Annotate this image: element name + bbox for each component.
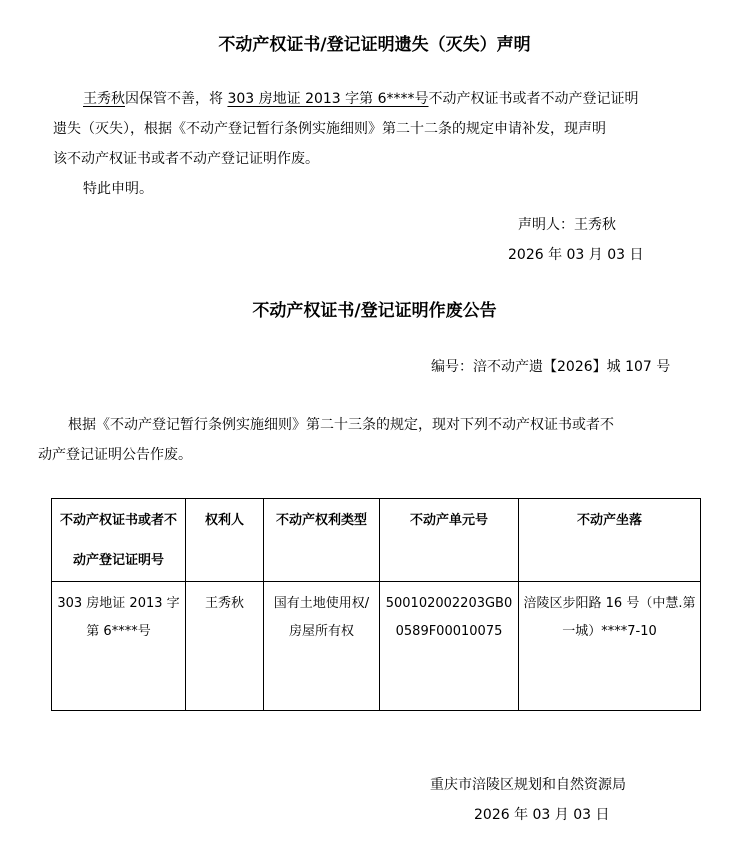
announcement-number: 编号：涪不动产遗【2026】城 107 号 [431,359,671,375]
notice-body-line-2: 遗失（灭失），根据《不动产登记暂行条例实施细则》第二十二条的规定申请补发，现声明 [53,121,606,137]
declarant-name: 王秀秋 [83,91,125,107]
column-header: 不动产坐落 [519,499,701,582]
column-header: 权利人 [186,499,264,582]
notice-declarant: 声明人：王秀秋 [518,217,616,233]
table-cell: 303 房地证 2013 字第 6****号 [52,582,186,711]
announcement-date: 2026 年 03 月 03 日 [474,807,610,823]
notice-date: 2026 年 03 月 03 日 [508,247,644,263]
void-certificate-table [51,498,701,711]
notice-body-text: 不动产权证书或者不动产登记证明 [428,91,639,107]
announcement-title: 不动产权证书/登记证明作废公告 [252,301,497,321]
table-cell: 500102002203GB00589F00010075 [380,582,519,711]
notice-body [53,84,703,204]
certificate-number: 303 房地证 2013 字第 6****号 [227,91,429,107]
table-cell: 涪陵区步阳路 16 号（中慧.第一城）****7-10 [519,582,701,711]
notice-body-text: 因保管不善，将 [125,91,228,107]
notice-title: 不动产权证书/登记证明遗失（灭失）声明 [218,35,531,55]
announcement-body-line-2: 动产登记证明公告作废。 [38,447,192,463]
notice-closing: 特此申明。 [83,181,153,197]
notice-body-line-3: 该不动产权证书或者不动产登记证明作废。 [53,151,319,167]
column-header: 不动产单元号 [380,499,519,582]
announcement-body [38,410,708,470]
column-header: 不动产权证书或者不动产登记证明号 [52,499,186,582]
issuer: 重庆市涪陵区规划和自然资源局 [430,777,626,793]
table-row [52,582,701,711]
table-header-row [52,499,701,582]
column-header: 不动产权利类型 [264,499,380,582]
notice-body-line-1 [53,84,703,114]
table-cell: 国有土地使用权/房屋所有权 [264,582,380,711]
announcement-body-line-1: 根据《不动产登记暂行条例实施细则》第二十三条的规定，现对下列不动产权证书或者不 [68,417,614,433]
table-cell: 王秀秋 [186,582,264,711]
